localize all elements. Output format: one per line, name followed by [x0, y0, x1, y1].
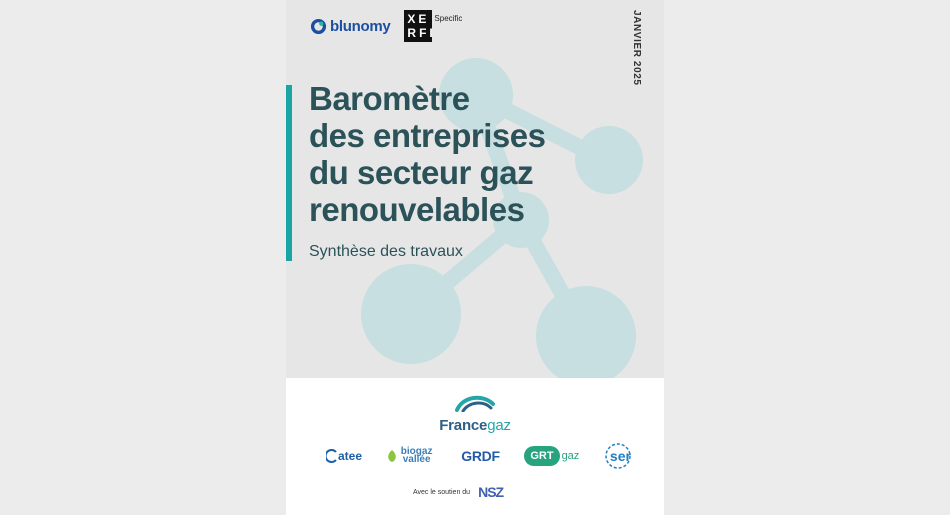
report-title [309, 80, 545, 228]
xerfi-line-2: RFI [407, 26, 436, 40]
support-text: Avec le soutien du [413, 488, 471, 496]
support-line [413, 484, 503, 500]
header-logos [310, 8, 463, 44]
blunomy-wordmark: blunomy [330, 17, 391, 35]
grtgaz-logo [524, 446, 579, 466]
partners-footer [286, 378, 664, 515]
biogaz-vallee-logo [387, 448, 437, 464]
title-line: du secteur gaz [309, 154, 534, 191]
grtgaz-grt-text: GRT [524, 446, 559, 466]
blunomy-drop-icon [310, 18, 327, 35]
francegaz-word-gaz: gaz [487, 417, 511, 434]
publication-date: JANVIER 2025 [631, 10, 642, 86]
xerfi-specific-tag: Specific [434, 14, 463, 23]
title-line: Baromètre [309, 80, 470, 117]
francegaz-word-france: France [439, 417, 488, 434]
title-line: des entreprises [309, 117, 546, 154]
report-subtitle: Synthèse des travaux [309, 243, 463, 260]
francegaz-logo [286, 394, 664, 434]
atee-ring-icon [326, 449, 338, 463]
blunomy-logo [310, 18, 390, 35]
grdf-text: GRDF [461, 448, 500, 464]
partner-logos [326, 441, 631, 471]
title-accent-bar [286, 85, 292, 261]
atee-text: atee [338, 449, 363, 463]
grdf-logo [461, 448, 499, 464]
xerfi-logo [404, 10, 463, 42]
ser-text: ser [609, 448, 631, 464]
xerfi-line-1: XE [407, 12, 430, 26]
support-logo-nsz: NSZ [478, 484, 504, 500]
title-line: renouvelables [309, 191, 525, 228]
atee-logo [326, 449, 362, 463]
biogaz-leaf-icon [387, 449, 397, 463]
grtgaz-gaz-text: gaz [561, 450, 580, 462]
francegaz-swoosh-icon [455, 394, 495, 412]
biogaz-text: biogaz vallée [400, 446, 433, 465]
francegaz-wordmark [286, 417, 664, 434]
ser-logo [604, 442, 631, 470]
